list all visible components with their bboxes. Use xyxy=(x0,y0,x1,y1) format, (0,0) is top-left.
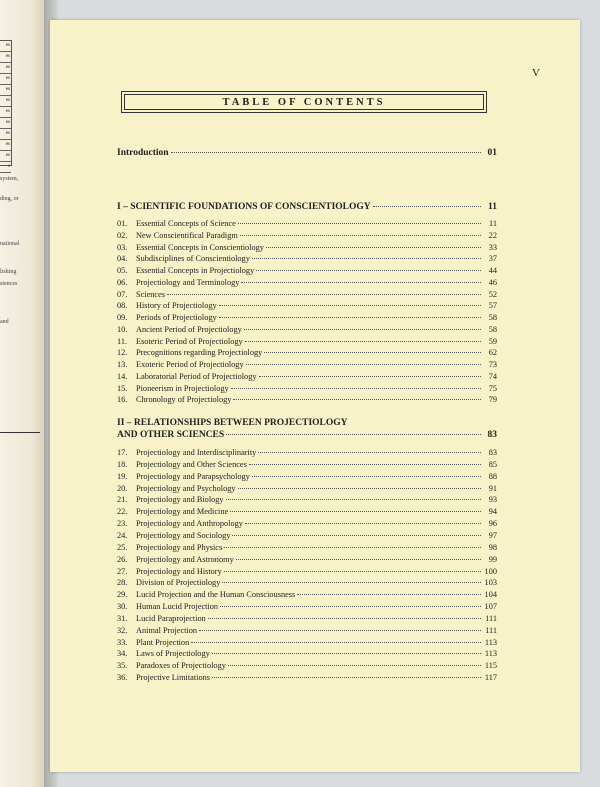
toc-entry-title: Periods of Projectiology xyxy=(136,313,217,322)
leader-dots xyxy=(252,476,481,477)
toc-entry-page: 103 xyxy=(484,578,497,588)
toc-entry-title: Projectiology and Psychology xyxy=(136,483,236,493)
toc-entry[interactable] xyxy=(117,348,497,357)
toc-entry[interactable] xyxy=(117,484,497,493)
toc-entry[interactable] xyxy=(117,290,497,299)
toc-entry-page: 88 xyxy=(488,471,497,481)
toc-entry[interactable] xyxy=(117,555,497,564)
toc-entry[interactable] xyxy=(117,384,497,393)
toc-entry-page: 107 xyxy=(484,602,497,612)
toc-entry-page: 99 xyxy=(488,554,497,564)
title-frame xyxy=(121,91,487,113)
leader-dots xyxy=(226,499,481,500)
toc-entry[interactable] xyxy=(117,337,497,346)
toc-entry-number: 23. xyxy=(117,519,128,529)
section-1-title: I – SCIENTIFIC FOUNDATIONS OF CONSCIENTIOLOGY xyxy=(117,202,371,212)
toc-entry[interactable] xyxy=(117,567,497,576)
leader-dots xyxy=(259,376,481,377)
toc-entry-title: Projectiology and Anthropology xyxy=(136,519,243,529)
toc-entry-number: 35. xyxy=(117,661,128,671)
toc-entry-number: 21. xyxy=(117,495,128,505)
left-page-edge xyxy=(0,0,44,787)
leader-dots xyxy=(244,329,481,330)
leader-dots xyxy=(208,618,481,619)
left-box-item: es xyxy=(0,140,11,151)
toc-entry-page: 11 xyxy=(489,219,497,228)
left-box-item: es xyxy=(0,85,11,96)
page-title: TABLE OF CONTENTS xyxy=(124,94,484,110)
toc-entry[interactable] xyxy=(117,460,497,469)
left-box-item: es xyxy=(0,129,11,140)
toc-entry-number: 20. xyxy=(117,483,128,493)
toc-entry-page: 59 xyxy=(488,336,497,346)
toc-entry-title: Essential Concepts in Projectiology xyxy=(136,266,255,275)
leader-dots xyxy=(226,434,481,435)
toc-entry-number: 36. xyxy=(117,673,128,683)
toc-entry-number: 17. xyxy=(117,448,128,457)
toc-entry-title: Projectiology and Parapsychology xyxy=(136,471,250,481)
leader-dots xyxy=(246,364,481,365)
toc-entry[interactable] xyxy=(117,578,497,587)
toc-entry-title: Laboratorial Period of Projectiology xyxy=(136,371,257,381)
toc-entry[interactable] xyxy=(117,301,497,310)
left-text-line: stences xyxy=(0,281,18,287)
toc-entry[interactable] xyxy=(117,531,497,540)
toc-entry-number: 01. xyxy=(117,219,128,228)
toc-entry-title: History of Projectiology xyxy=(136,301,217,311)
toc-entry-title: Projectiology and History xyxy=(136,566,222,576)
leader-dots xyxy=(220,606,481,607)
toc-entry-page: 37 xyxy=(488,254,497,264)
leader-dots xyxy=(245,341,481,342)
toc-entry-title: Lucid Projection and the Human Consciousness xyxy=(136,590,296,600)
toc-entry-title: Projectiology and Medicine xyxy=(136,507,229,517)
section-2-title-line2: AND OTHER SCIENCES xyxy=(117,430,225,440)
toc-entry[interactable] xyxy=(117,638,497,647)
toc-entry[interactable] xyxy=(117,231,497,240)
toc-entry-page: 115 xyxy=(484,661,497,671)
leader-dots xyxy=(297,594,481,595)
toc-entry[interactable] xyxy=(117,649,497,658)
section-1-page: 11 xyxy=(488,202,497,212)
toc-entry-page: 91 xyxy=(488,483,497,493)
left-text-line: lishing xyxy=(0,269,17,275)
toc-entry[interactable] xyxy=(117,590,497,599)
leader-dots xyxy=(212,677,481,678)
toc-entry-number: 34. xyxy=(117,649,128,659)
left-text-line: system, xyxy=(0,176,19,182)
toc-entry-number: 18. xyxy=(117,459,128,469)
toc-entry[interactable] xyxy=(117,448,497,457)
toc-entry-page: 96 xyxy=(488,519,497,529)
leader-dots xyxy=(241,282,481,283)
toc-entry-number: 05. xyxy=(117,266,128,275)
leader-dots xyxy=(230,511,481,512)
left-page-box xyxy=(0,40,12,169)
toc-entry[interactable] xyxy=(117,661,497,670)
toc-entry-number: 15. xyxy=(117,383,128,393)
toc-entry-title: Human Lucid Projection xyxy=(136,602,219,612)
toc-entry-number: 12. xyxy=(117,348,128,358)
leader-dots xyxy=(236,559,481,560)
toc-entry-number: 13. xyxy=(117,360,128,369)
toc-entry-page: 85 xyxy=(488,459,497,469)
toc-introduction-label: Introduction xyxy=(117,148,169,158)
toc-entry-title: Pioneerism in Projectiology xyxy=(136,383,229,393)
toc-entry[interactable] xyxy=(117,254,497,263)
toc-entry-number: 10. xyxy=(117,324,128,334)
toc-entry-number: 27. xyxy=(117,566,128,576)
toc-entry-page: 93 xyxy=(488,495,497,505)
toc-entry-number: 33. xyxy=(117,637,128,647)
toc-entry-page: 58 xyxy=(488,313,497,322)
left-box-item: es xyxy=(0,96,11,107)
toc-entry-page: 33 xyxy=(488,242,497,252)
toc-entry[interactable] xyxy=(117,543,497,552)
leader-dots xyxy=(231,388,481,389)
toc-entry-title: Projectiology and Physics xyxy=(136,542,223,552)
toc-entry-page: 83 xyxy=(488,448,497,457)
toc-entry-page: 94 xyxy=(488,507,497,517)
leader-dots xyxy=(212,653,481,654)
leader-dots xyxy=(373,206,481,207)
toc-introduction[interactable] xyxy=(117,148,497,158)
leader-dots xyxy=(228,665,481,666)
toc-entry-title: Plant Projection xyxy=(136,637,190,647)
toc-entry-page: 74 xyxy=(488,371,497,381)
toc-entry[interactable] xyxy=(117,243,497,252)
toc-entry-page: 100 xyxy=(484,566,497,576)
toc-entry-number: 32. xyxy=(117,625,128,635)
toc-entry-page: 104 xyxy=(484,590,497,600)
toc-entry[interactable] xyxy=(117,673,497,682)
leader-dots xyxy=(219,317,481,318)
left-box-item: es xyxy=(0,41,11,52)
toc-entry-number: 02. xyxy=(117,230,128,240)
toc-entry-page: 79 xyxy=(488,395,497,405)
toc-entry-number: 03. xyxy=(117,242,128,252)
toc-entry-title: Subdisciplines of Conscientiology xyxy=(136,254,250,264)
leader-dots xyxy=(258,452,481,453)
left-divider xyxy=(0,432,40,433)
toc-entry-title: Precognitions regarding Projectiology xyxy=(136,348,263,358)
toc-entry-title: Lucid Paraprojection xyxy=(136,613,206,623)
toc-entry-page: 22 xyxy=(488,230,497,240)
toc-entry-page: 62 xyxy=(488,348,497,358)
left-box-item: es xyxy=(0,52,11,63)
toc-entry[interactable] xyxy=(117,602,497,611)
toc-entry-page: 98 xyxy=(488,542,497,552)
toc-entry-number: 16. xyxy=(117,395,128,405)
toc-entry[interactable] xyxy=(117,507,497,516)
toc-entry-number: 24. xyxy=(117,530,128,540)
toc-entry-title: Projectiology and Astronomy xyxy=(136,554,234,564)
leader-dots xyxy=(171,152,481,153)
left-text-line: national xyxy=(0,241,20,247)
leader-dots xyxy=(249,464,481,465)
toc-entry-page: 75 xyxy=(488,383,497,393)
toc-entry-page: 73 xyxy=(488,360,497,369)
page-number: V xyxy=(532,67,540,79)
toc-entry[interactable] xyxy=(117,278,497,287)
left-box-item: es xyxy=(0,151,11,162)
toc-section-1[interactable] xyxy=(117,202,497,212)
toc-entry-title: Essential Concepts of Science xyxy=(136,219,236,228)
toc-entry[interactable] xyxy=(117,219,497,228)
toc-entry-number: 11. xyxy=(117,336,128,346)
toc-entry[interactable] xyxy=(117,495,497,504)
toc-entry[interactable] xyxy=(117,614,497,623)
toc-entry-page: 58 xyxy=(488,324,497,334)
toc-entry-number: 30. xyxy=(117,602,128,612)
toc-entry-number: 31. xyxy=(117,613,128,623)
toc-entry-page: 57 xyxy=(488,301,497,311)
left-text-line: and xyxy=(0,319,9,325)
toc-entry-number: 07. xyxy=(117,289,128,299)
toc-entry-number: 04. xyxy=(117,254,128,264)
toc-entry-page: 111 xyxy=(485,625,497,635)
toc-entry[interactable] xyxy=(117,372,497,381)
toc-entry-number: 09. xyxy=(117,313,128,322)
toc-entry[interactable] xyxy=(117,519,497,528)
leader-dots xyxy=(219,305,481,306)
left-box-item: es xyxy=(0,74,11,85)
toc-entry-title: Essential Concepts in Conscientiology xyxy=(136,242,264,252)
toc-entry-title: Paradoxes of Projectiology xyxy=(136,661,226,671)
toc-entry[interactable] xyxy=(117,313,497,322)
toc-entry[interactable] xyxy=(117,360,497,369)
toc-entry-title: Laws of Projectiology xyxy=(136,649,210,659)
toc-entry-number: 19. xyxy=(117,471,128,481)
toc-introduction-page: 01 xyxy=(487,148,497,158)
toc-entry-title: Exoteric Period of Projectiology xyxy=(136,360,244,369)
leader-dots xyxy=(252,258,481,259)
toc-entry-title: Division of Projectiology xyxy=(136,578,221,588)
toc-entry-number: 14. xyxy=(117,371,128,381)
toc-entry-page: 46 xyxy=(488,277,497,287)
toc-entry[interactable] xyxy=(117,395,497,404)
toc-entry-title: New Conscientifical Paradigm xyxy=(136,230,238,240)
toc-entry-page: 44 xyxy=(488,266,497,275)
leader-dots xyxy=(238,223,481,224)
toc-entry-title: Chronology of Projectiology xyxy=(136,395,232,405)
toc-entry-number: 25. xyxy=(117,542,128,552)
toc-entry-number: 22. xyxy=(117,507,128,517)
toc-entry-page: 117 xyxy=(484,673,497,683)
leader-dots xyxy=(238,488,481,489)
leader-dots xyxy=(245,523,481,524)
leader-dots xyxy=(167,294,481,295)
toc-entry-number: 28. xyxy=(117,578,128,588)
left-box-item: es xyxy=(0,107,11,118)
toc-entry-page: 113 xyxy=(484,637,497,647)
toc-entry-title: Projectiology and Other Sciences xyxy=(136,459,247,469)
toc-entry-number: 29. xyxy=(117,590,128,600)
leader-dots xyxy=(222,582,481,583)
toc-entry-number: 06. xyxy=(117,277,128,287)
toc-entry-title: Projectiology and Biology xyxy=(136,495,224,505)
toc-entry-title: Esoteric Period of Projectiology xyxy=(136,336,243,346)
book-page xyxy=(50,20,580,772)
toc-entry-page: 97 xyxy=(488,530,497,540)
leader-dots xyxy=(191,642,481,643)
toc-entry-title: Projective Limitations xyxy=(136,673,210,683)
leader-dots xyxy=(233,399,481,400)
left-box-item: s xyxy=(0,162,11,173)
toc-entry[interactable] xyxy=(117,325,497,334)
toc-entry-title: Sciences xyxy=(136,289,166,299)
leader-dots xyxy=(264,352,481,353)
toc-entry-title: Ancient Period of Projectiology xyxy=(136,324,242,334)
toc-entry-title: Projectiology and Interdisciplinarity xyxy=(136,448,257,457)
leader-dots xyxy=(240,235,481,236)
leader-dots xyxy=(224,571,481,572)
toc-entry-number: 26. xyxy=(117,554,128,564)
leader-dots xyxy=(266,247,481,248)
leader-dots xyxy=(199,630,481,631)
toc-entry-title: Projectiology and Sociology xyxy=(136,530,231,540)
left-box-item: es xyxy=(0,118,11,129)
leader-dots xyxy=(224,547,481,548)
leader-dots xyxy=(232,535,481,536)
toc-entry-page: 113 xyxy=(484,649,497,659)
toc-entry[interactable] xyxy=(117,472,497,481)
toc-entry[interactable] xyxy=(117,626,497,635)
section-2-page: 83 xyxy=(487,430,497,440)
toc-entry-page: 111 xyxy=(485,613,497,623)
toc-entry-title: Projectiology and Terminology xyxy=(136,277,240,287)
section-2-title-line1: II – RELATIONSHIPS BETWEEN PROJECTIOLOGY xyxy=(117,418,348,428)
toc-entry-page: 52 xyxy=(488,289,497,299)
toc-entry-title: Animal Projection xyxy=(136,625,198,635)
left-text-line: ding, or xyxy=(0,196,19,202)
leader-dots xyxy=(256,270,481,271)
toc-entry-number: 08. xyxy=(117,301,128,311)
toc-entry[interactable] xyxy=(117,266,497,275)
left-box-item: es xyxy=(0,63,11,74)
toc-section-2[interactable] xyxy=(117,430,497,440)
